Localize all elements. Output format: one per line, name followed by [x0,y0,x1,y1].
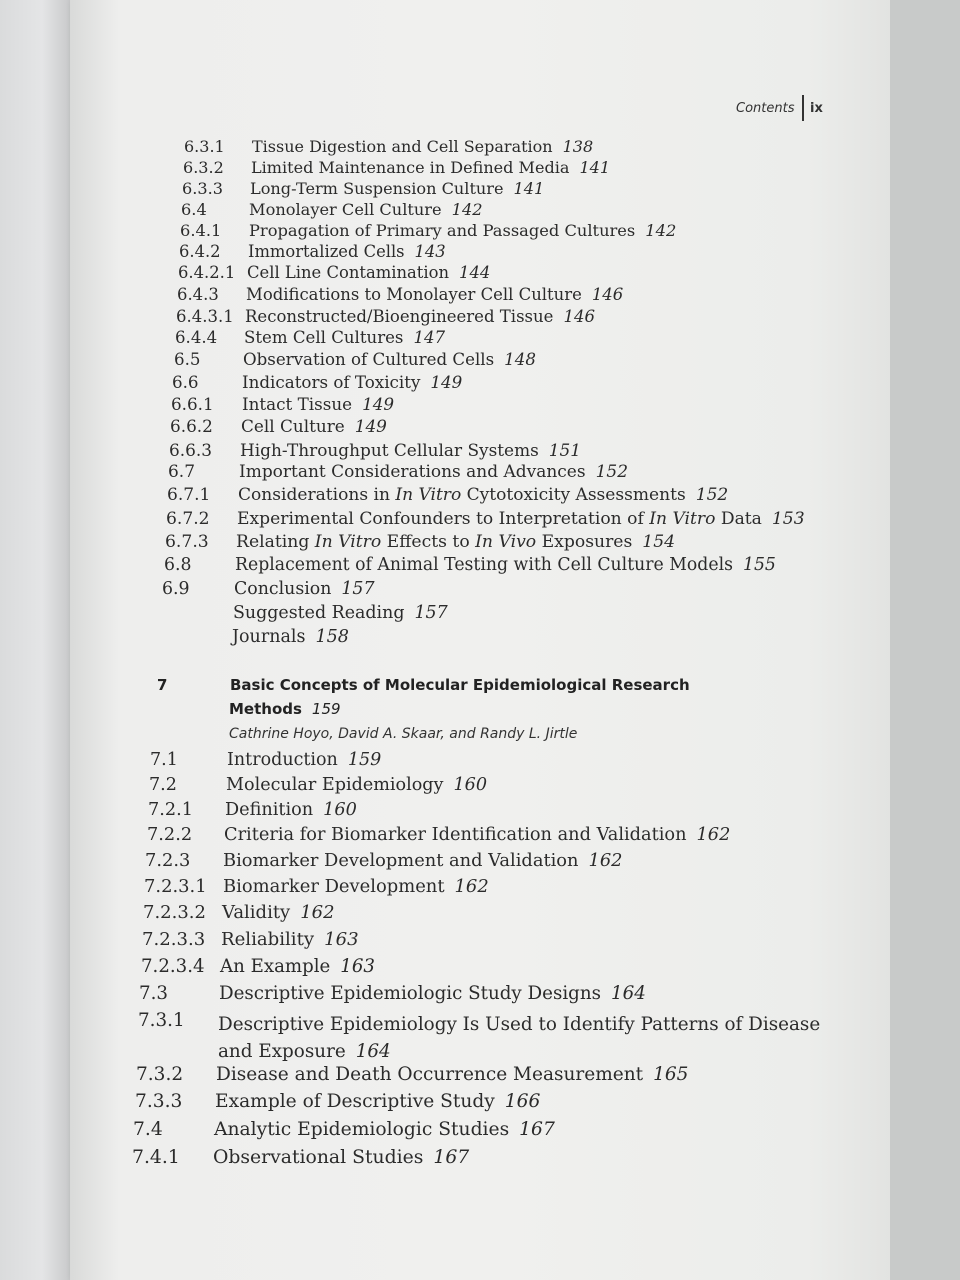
toc-entry-title [215,1092,540,1112]
toc-entry [166,509,900,533]
toc-entry-title-text: Experimental Confounders to Interpretation of In Vitro Data [237,509,762,529]
toc-entry [150,750,900,774]
toc-entry-title-text: Immortalized Cells [248,242,405,261]
toc-entry-number: 6.3.1 [184,137,225,156]
toc-entry-title-text: Descriptive Epidemiology Is Used to Identify Patterns of Disease [218,1014,821,1035]
toc-entry [144,877,900,901]
toc-entry-title [214,1120,555,1140]
toc-entry-title-text: Analytic Epidemiologic Studies [214,1119,510,1140]
toc-entry-title-text: Cell Culture [241,416,345,436]
toc-entry-title-text: Modifications to Monolayer Cell Culture [246,285,582,304]
toc-entry-title-text: Indicators of Toxicity [242,372,421,392]
toc-entry-number: 6.6.3 [169,440,213,460]
toc-entry-title-text: Considerations in In Vitro Cytotoxicity Assessments [238,485,686,505]
toc-entry-page: 149 [354,416,387,436]
toc-entry-page: 167 [519,1119,555,1140]
toc-entry-page: 166 [504,1091,541,1112]
toc-entry-number: 7.2.3.4 [141,956,205,977]
chapter-authors: Cathrine Hoyo, David A. Skaar, and Randy L. Jirtle [229,726,578,742]
toc-entry-title [236,532,675,552]
toc-entry-number: 6.4.2 [179,242,221,261]
toc-entry-title-text: Propagation of Primary and Passaged Cultures [249,221,636,240]
header-section: Contents [736,100,795,116]
toc-entry-number: 7.3.3 [135,1091,183,1112]
toc-entry-page: 157 [414,603,448,623]
toc-entry-number: 6.7.2 [166,509,210,529]
toc-entry-page: 155 [742,555,776,575]
toc-entry [169,440,900,464]
chapter-title-line2 [229,700,341,718]
chapter-number: 7 [157,676,168,694]
toc-entry-title [227,750,381,770]
toc-entry-page: 141 [579,158,611,177]
toc-entry-number: 7.2.1 [148,800,193,820]
toc-entry-number: 6.7.3 [165,532,209,552]
toc-entry-title [225,800,357,820]
toc-entry-title-text: Definition [225,800,314,820]
toc-entry-title [218,1011,820,1065]
toc-entry-page: 142 [645,221,677,240]
toc-entry [171,394,900,418]
toc-entry-title [238,485,728,505]
toc-entry-title [219,984,646,1004]
toc-entry-page: 147 [413,328,446,347]
toc-entry-title [234,579,374,599]
toc-entry-title [247,263,490,283]
toc-entry-title-text: Introduction [227,750,338,770]
toc-entry-title-text: Suggested Reading [233,603,405,623]
toc-entry-title [232,627,349,647]
toc-entry-number: 7.2.2 [147,825,193,845]
toc-entry [136,1065,900,1089]
toc-entry [168,462,900,486]
toc-entry-title-text: Tissue Digestion and Cell Separation [252,137,553,156]
toc-entry [162,579,900,603]
toc-entry [177,285,900,309]
toc-entry-number: 6.6 [172,372,199,392]
toc-entry-number: 6.6.2 [170,416,213,436]
toc-entry-number: 7.3.2 [136,1064,184,1085]
toc-entry-page: 149 [430,372,463,392]
toc-entry-title [242,372,462,392]
toc-entry [143,903,900,927]
toc-entry-title-text: Biomarker Development [223,876,445,897]
toc-entry-number: 7.2.3.1 [144,876,207,897]
toc-entry [142,930,900,954]
chapter-page: 159 [311,700,341,718]
toc-entry-number: 6.9 [162,579,190,599]
toc-entry-title [249,200,483,220]
toc-entry-title [243,350,536,370]
toc-entry-number: 6.3.3 [182,179,223,198]
toc-entry-page: 163 [324,929,359,950]
toc-entry-number: 7.4.1 [132,1147,180,1168]
toc-entry-title [250,179,544,199]
toc-entry-page: 164 [611,983,646,1004]
toc-entry-title-text: Descriptive Epidemiologic Study Designs [219,983,601,1004]
toc-entry-number: 7.2.3.3 [142,929,206,950]
toc-entry-title [224,825,730,845]
toc-entry-number: 6.4.4 [175,328,218,347]
toc-entry-title [241,416,387,436]
toc-entry-title [237,509,805,529]
toc-entry-title-text: Journals [232,627,306,647]
toc-entry-title-text: Biomarker Development and Validation [223,850,579,871]
toc-entry-page: 163 [340,956,375,977]
toc-entry-page: 160 [453,775,488,795]
toc-entry-page: 146 [563,307,595,326]
toc-entry-number: 7.2.3.2 [143,902,206,923]
toc-entry-title-text: High-Throughput Cellular Systems [240,440,539,460]
toc-entry-title [223,877,489,897]
toc-entry-page: 152 [695,485,729,505]
toc-entry [165,532,900,556]
toc-entry-title [244,328,445,348]
toc-entry-title [222,903,335,923]
toc-entry-title-text: Cell Line Contamination [247,263,450,282]
toc-entry-page: 162 [588,850,623,871]
toc-entry-number: 6.7 [168,462,196,482]
chapter-title-line2-text: Methods [229,700,302,718]
toc-entry-title [242,394,394,414]
toc-entry-title [233,603,448,623]
toc-entry-number: 6.4.1 [180,221,222,240]
toc-entry-page: 160 [323,800,357,820]
toc-entry-page: 162 [300,902,335,923]
toc-entry [132,1148,900,1172]
toc-entry [170,416,900,440]
toc-entry [178,263,900,287]
toc-entry [160,627,900,651]
toc-entry-title-text: Reliability [221,929,315,950]
toc-entry-page: 164 [355,1041,391,1062]
toc-entry [164,555,900,579]
toc-entry-page: 159 [347,750,382,770]
toc-entry-page: 162 [454,876,489,897]
toc-entry-title-text: Disease and Death Occurrence Measurement [216,1064,644,1085]
toc-entry-title-text: Conclusion [234,579,332,599]
toc-entry-number: 6.7.1 [167,485,211,505]
toc-entry-page: 144 [459,263,491,282]
toc-entry-title-text: Replacement of Animal Testing with Cell Culture Models [235,555,733,575]
toc-entry [139,984,900,1008]
toc-entry-title-text: Molecular Epidemiology [226,775,444,795]
toc-entry-number: 7.1 [150,750,178,770]
toc-entry-title-text: Intact Tissue [242,394,353,414]
toc-entry-page: 158 [315,627,349,647]
toc-entry-page: 142 [451,200,483,219]
toc-entry [149,775,900,799]
toc-entry-page: 149 [362,394,395,414]
toc-entry-title-text: Observation of Cultured Cells [243,350,495,369]
toc-entry-title [251,158,610,178]
toc-entry-number: 6.4.3.1 [176,307,234,326]
toc-entry-title-text: Example of Descriptive Study [215,1091,495,1112]
toc-entry-title [240,440,581,460]
toc-entry-page: 153 [771,509,805,529]
toc-entry-title [248,242,446,262]
toc-entry-title-text: Observational Studies [213,1147,424,1168]
toc-entry-page: 141 [513,179,545,198]
toc-entry-title [213,1148,469,1168]
toc-entry-title-text: An Example [220,956,331,977]
toc-entry-number: 7.3 [139,983,169,1004]
toc-entry-title-text: Stem Cell Cultures [244,328,404,347]
toc-entry-title [216,1065,688,1085]
header-page-number: ix [809,100,823,116]
toc-entry [167,485,900,509]
toc-entry-page: 152 [595,462,628,482]
toc-entry-title-line2: and Exposure [218,1041,346,1062]
toc-entry-title [220,957,375,977]
toc-entry-title [252,137,593,157]
toc-entry [147,825,900,849]
toc-entry-number: 7.2.3 [145,850,191,871]
toc-entry-title-text: Reconstructed/Bioengineered Tissue [245,307,554,326]
toc-entry-title-text: Important Considerations and Advances [239,462,586,482]
toc-entry-title [221,930,359,950]
toc-entry-page: 165 [653,1064,689,1085]
toc-entry-number: 7.3.1 [138,1010,185,1031]
toc-entry-page: 162 [696,825,731,845]
toc-entry-page: 138 [562,137,594,156]
toc-entry-title-text: Monolayer Cell Culture [249,200,442,219]
toc-entry-title-text: Relating In Vitro Effects to In Vivo Exposures [236,532,633,552]
toc-entry-number: 6.5 [174,350,201,369]
toc-entry [138,1011,900,1063]
toc-entry [161,603,900,627]
toc-entry [172,372,900,396]
toc-entry-number: 6.4.3 [177,285,219,304]
toc-entry-title [223,851,623,871]
toc-entry-title [226,775,487,795]
toc-entry-number: 6.4 [181,200,207,219]
toc-entry-title [249,221,676,241]
toc-entry-title [245,307,595,327]
toc-entry-title-text: Criteria for Biomarker Identification and Validation [224,825,687,845]
toc-entry-page: 157 [341,579,375,599]
toc-entry-page: 167 [433,1147,470,1168]
toc-entry [135,1092,900,1116]
toc-entry-page: 151 [548,440,582,460]
chapter-title: Basic Concepts of Molecular Epidemiological Research [230,676,690,694]
toc-entry-number: 6.4.2.1 [178,263,236,282]
toc-entry-page: 146 [591,285,624,304]
toc-entry-number: 6.3.2 [183,158,224,177]
toc-entry-title-text: Validity [222,902,291,923]
toc-entry [148,800,900,824]
toc-entry [141,957,900,981]
toc-entry-title [235,555,776,575]
toc-entry-number: 7.4 [133,1119,163,1140]
toc-entry [133,1120,900,1144]
toc-entry-title-text: Long-Term Suspension Culture [250,179,504,198]
toc-entry-page: 148 [504,350,536,369]
toc-entry-title-text: Limited Maintenance in Defined Media [251,158,570,177]
toc-entry [145,851,900,875]
toc-entry-title [239,462,628,482]
toc-entry-number: 6.8 [164,555,192,575]
toc-entry-page: 143 [414,242,446,261]
toc-entry-number: 7.2 [149,775,177,795]
toc-entry [175,328,900,352]
toc-entry-page: 154 [642,532,676,552]
toc-entry [174,350,900,374]
toc-entry-number: 6.6.1 [171,394,214,414]
toc-entry-title [246,285,623,305]
